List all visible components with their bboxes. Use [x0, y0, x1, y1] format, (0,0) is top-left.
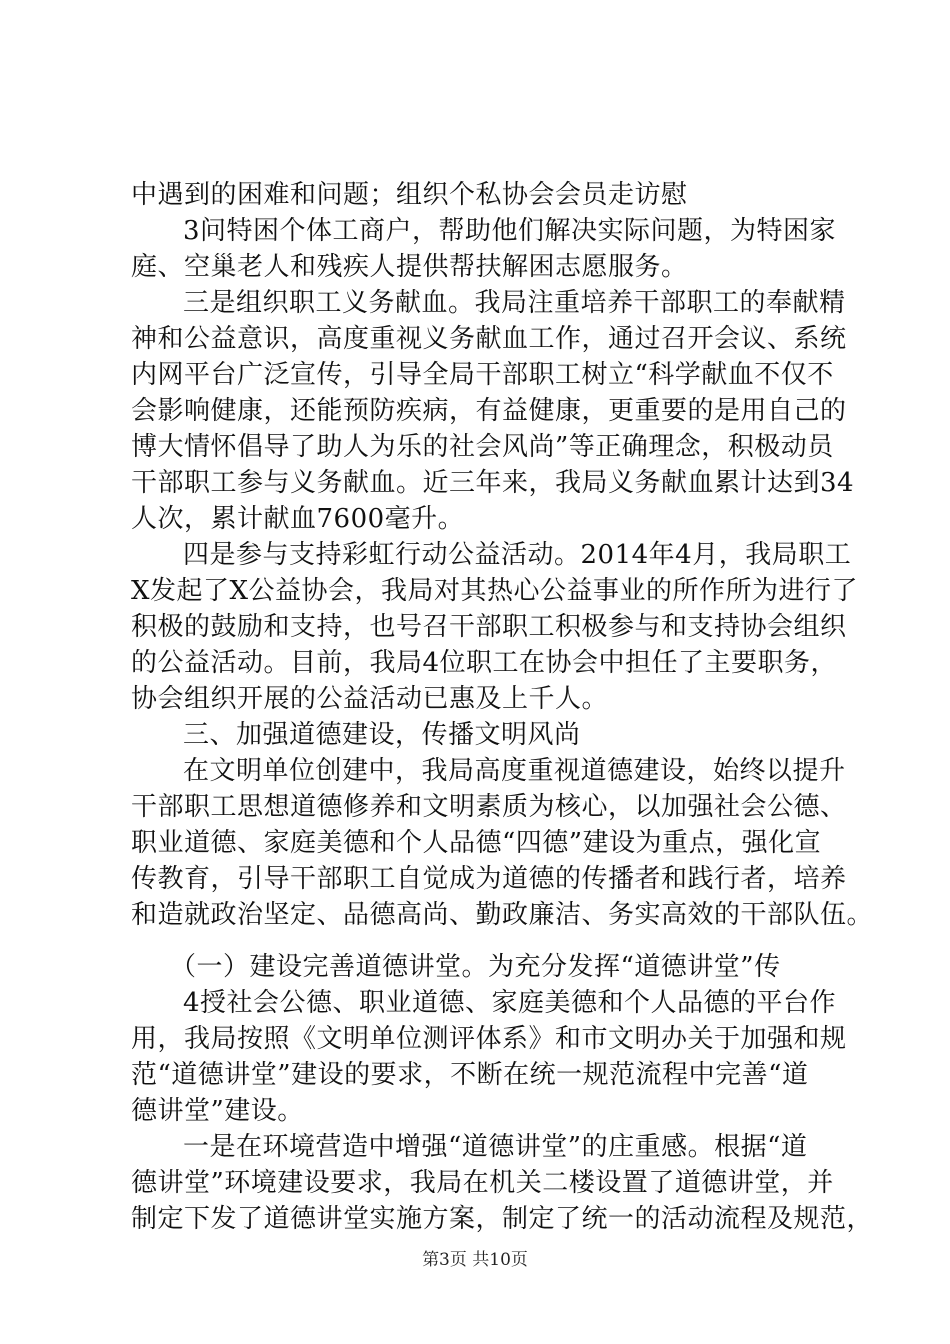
- text-line-19: 职业道德、家庭美德和个人品德“四德”建设为重点，强化宣: [131, 828, 822, 858]
- page-footer: 第3页 共10页: [422, 1250, 528, 1270]
- text-line-7: 会影响健康，还能预防疾病，有益健康，更重要的是用自己的: [131, 396, 847, 426]
- text-line-8: 博大情怀倡导了助人为乐的社会风尚”等正确理念，积极动员: [131, 432, 834, 462]
- text-line-14: 的公益活动。目前，我局4位职工在协会中担任了主要职务，: [131, 648, 838, 678]
- text-line-27: 一是在环境营造中增强“道德讲堂”的庄重感。根据“道: [183, 1132, 808, 1162]
- text-line-6: 内网平台广泛宣传，引导全局干部职工树立“科学献血不仅不: [131, 360, 834, 390]
- section-heading: 三、加强道德建设，传播文明风尚: [183, 720, 581, 750]
- subsection-heading: （一）建设完善道德讲堂。为充分发挥“道德讲堂”传: [170, 952, 781, 982]
- text-line-5: 神和公益意识，高度重视义务献血工作，通过召开会议、系统: [131, 324, 847, 354]
- text-line-18: 干部职工思想道德修养和文明素质为核心，以加强社会公德、: [131, 792, 847, 822]
- text-line-1: 中遇到的困难和问题；组织个私协会会员走访慰: [131, 180, 688, 210]
- text-line-11: 四是参与支持彩虹行动公益活动。2014年4月，我局职工: [183, 540, 852, 570]
- text-line-24: 用，我局按照《文明单位测评体系》和市文明办关于加强和规: [131, 1024, 847, 1054]
- text-line-20: 传教育，引导干部职工自觉成为道德的传播者和践行者，培养: [131, 864, 847, 894]
- text-line-2: 3问特困个体工商户，帮助他们解决实际问题，为特困家: [183, 216, 837, 246]
- text-line-13: 积极的鼓励和支持，也号召干部职工积极参与和支持协会组织: [131, 612, 847, 642]
- text-line-23: 4授社会公德、职业道德、家庭美德和个人品德的平台作: [183, 988, 837, 1018]
- text-line-15: 协会组织开展的公益活动已惠及上千人。: [131, 684, 609, 714]
- text-line-28: 德讲堂”环境建设要求，我局在机关二楼设置了道德讲堂，并: [131, 1168, 834, 1198]
- text-line-12: X发起了X公益协会，我局对其热心公益事业的所作所为进行了: [131, 576, 859, 606]
- text-line-4: 三是组织职工义务献血。我局注重培养干部职工的奉献精: [183, 288, 846, 318]
- text-line-10: 人次，累计献血7600毫升。: [131, 504, 465, 534]
- text-line-26: 德讲堂”建设。: [131, 1096, 304, 1126]
- text-line-21: 和造就政治坚定、品德高尚、勤政廉洁、务实高效的干部队伍。: [131, 900, 874, 930]
- text-line-3: 庭、空巢老人和残疾人提供帮扶解困志愿服务。: [131, 252, 688, 282]
- text-line-25: 范“道德讲堂”建设的要求，不断在统一规范流程中完善“道: [131, 1060, 809, 1090]
- text-line-29: 制定下发了道德讲堂实施方案，制定了统一的活动流程及规范，: [131, 1204, 874, 1234]
- text-line-9: 干部职工参与义务献血。近三年来，我局义务献血累计达到34: [131, 468, 855, 498]
- text-line-17: 在文明单位创建中，我局高度重视道德建设，始终以提升: [183, 756, 846, 786]
